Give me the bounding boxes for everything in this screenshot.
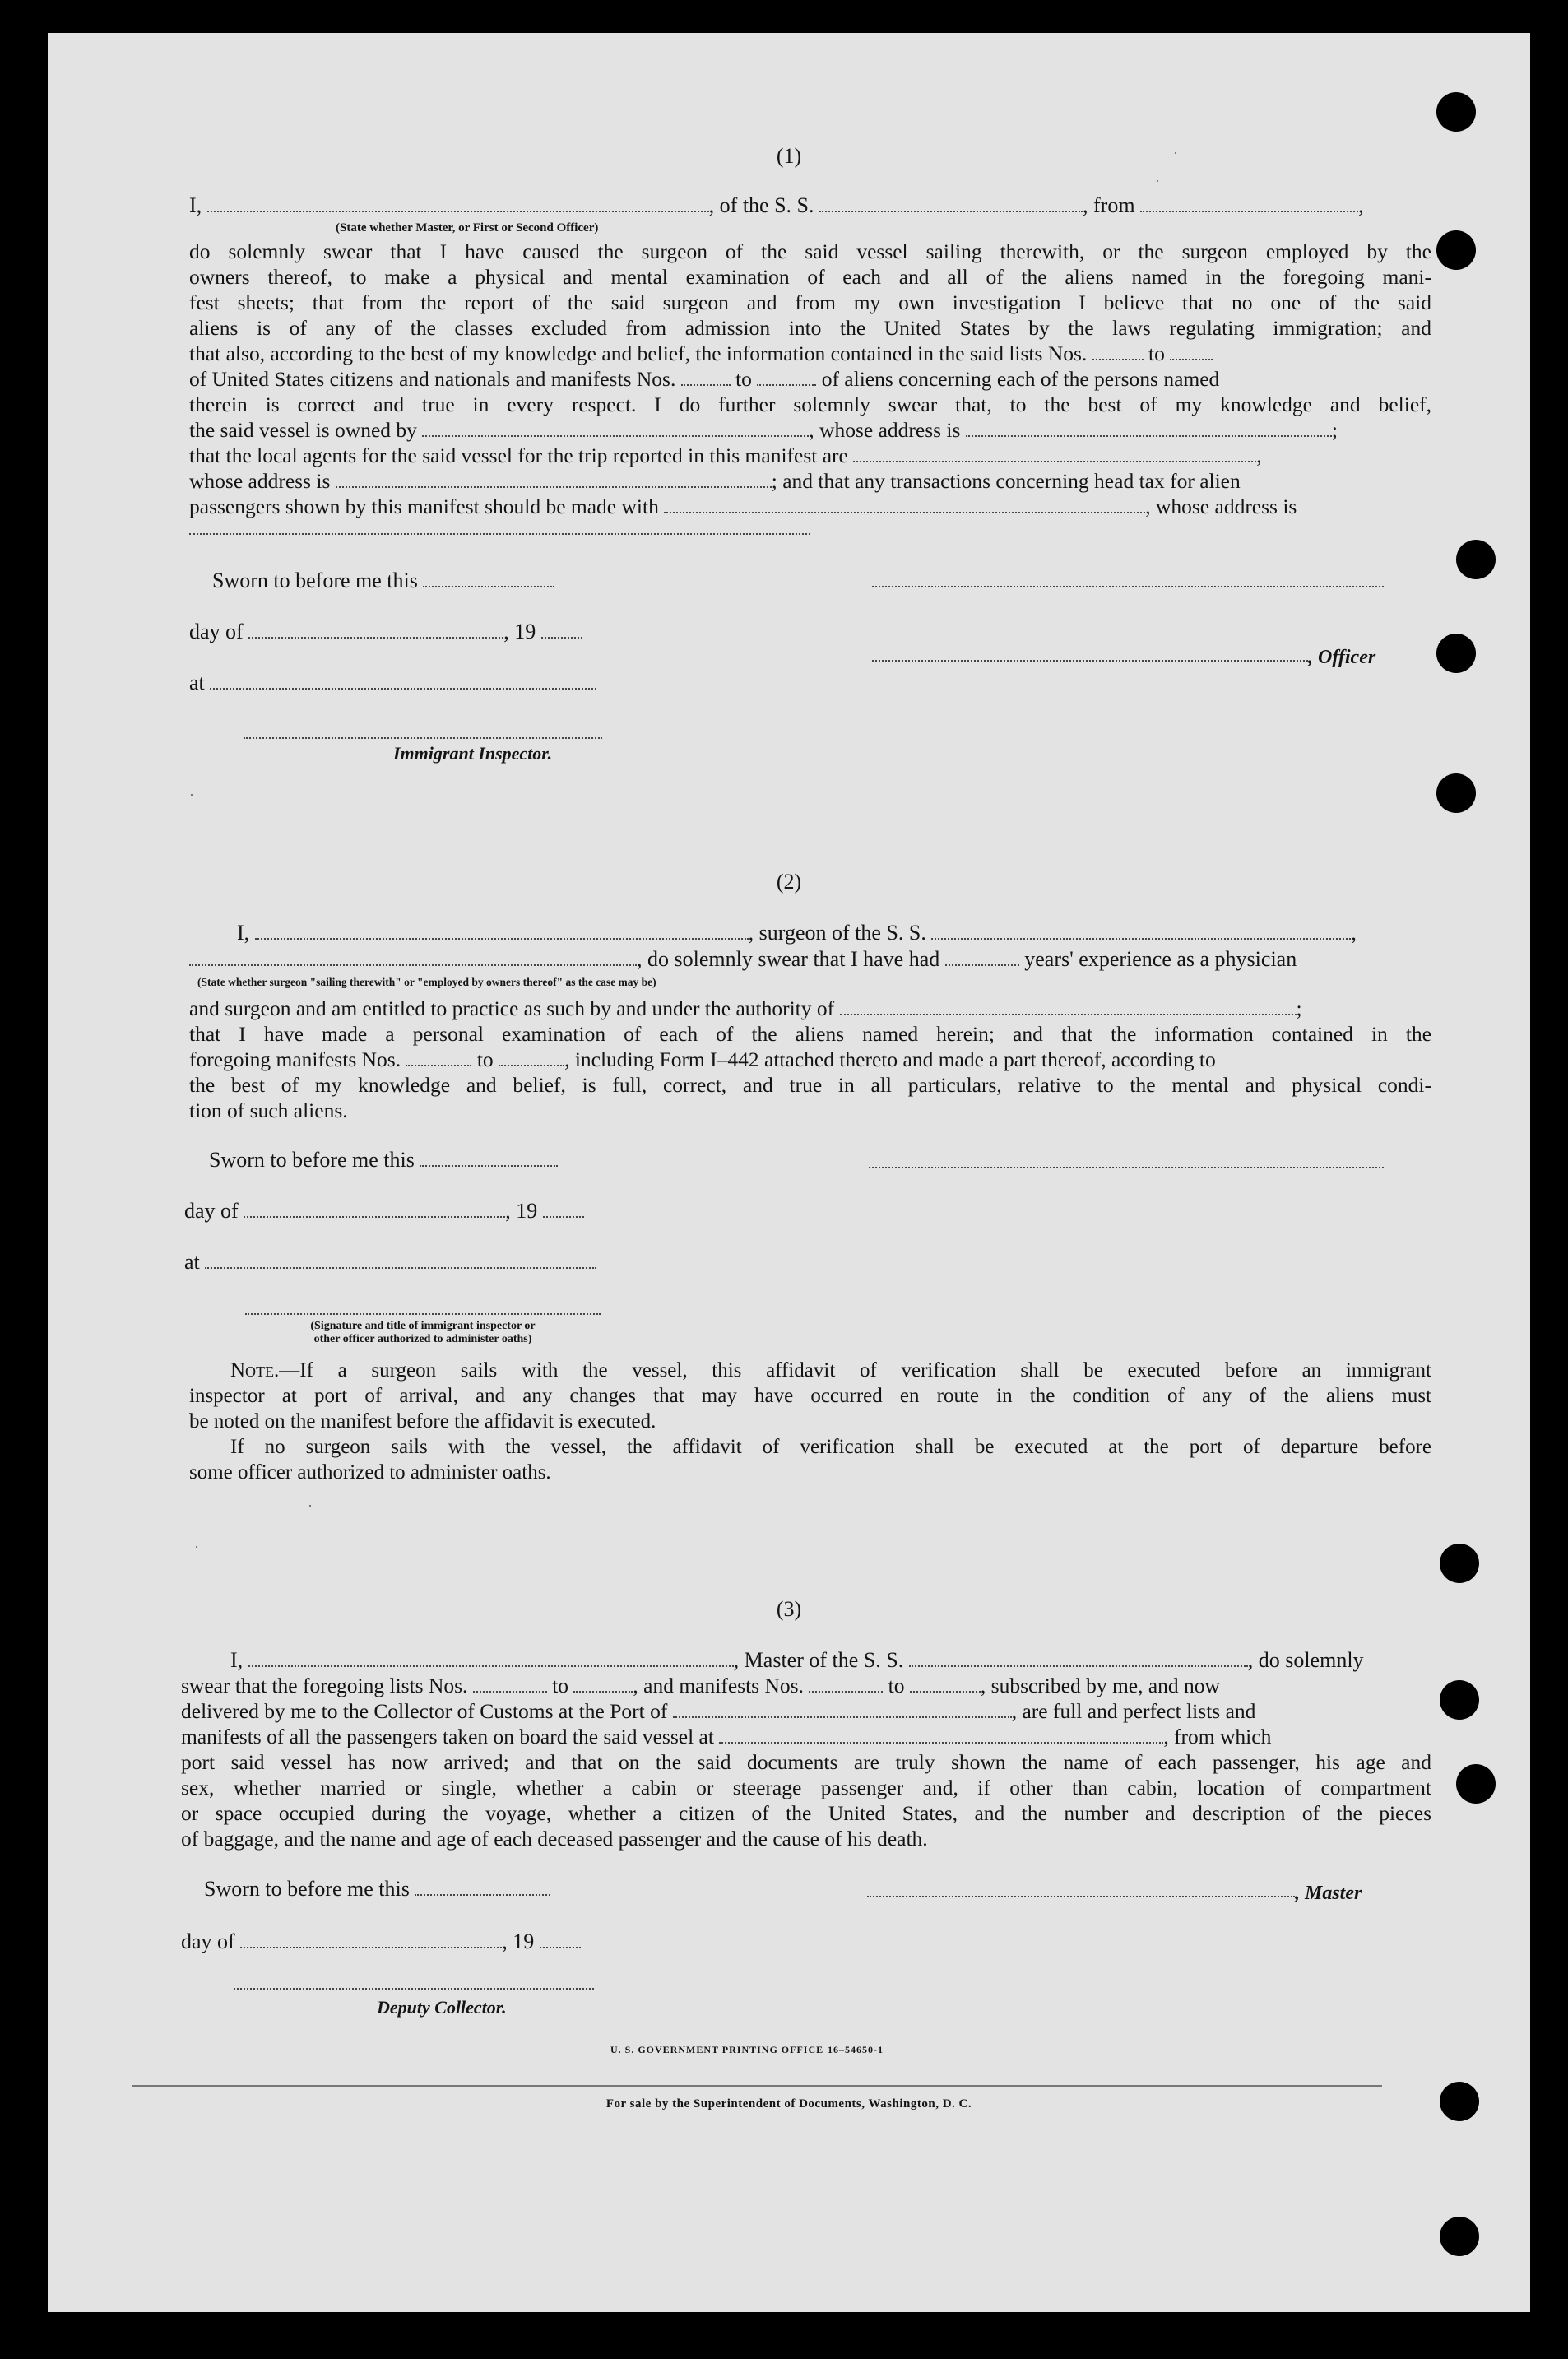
- binder-hole: [1440, 2217, 1479, 2256]
- surgeon-name-line: I, , surgeon of the S. S. ,: [237, 921, 1357, 945]
- manifest-affidavit-page: [48, 33, 1530, 2312]
- master-label: , Master: [1295, 1883, 1362, 1904]
- sec1-line-4: aliens is of any of the classes excluded from admission into the United States by the laws regulating immigration; and: [189, 316, 1431, 340]
- sec1-line-1: do solemnly swear that I have caused the surgeon of the said vessel sailing therewith, or the surgeon employed by the: [189, 239, 1431, 263]
- sec1-line-9: that the local agents for the said vessel for the trip reported in this manifest are ,: [189, 443, 1262, 467]
- sec2-inspector-signature-field[interactable]: [245, 1313, 601, 1315]
- sec1-line-8: the said vessel is owned by , whose address is ;: [189, 418, 1338, 442]
- sec1-at-line: at: [189, 670, 596, 695]
- note-line-3: be noted on the manifest before the affidavit is executed.: [189, 1410, 656, 1433]
- sec3-line-6: or space occupied during the voyage, whether a citizen of the United States, and the number and description of the pieces: [181, 1801, 1431, 1825]
- deputy-collector-signature-field[interactable]: [234, 1988, 594, 1990]
- speck: ·: [1155, 173, 1160, 189]
- surgeon-name-field[interactable]: [255, 923, 749, 940]
- sec3-line-3: manifests of all the passengers taken on board the said vessel at , from which: [181, 1725, 1272, 1748]
- manifests-from-field[interactable]: [681, 369, 731, 386]
- sec2-line-3: foregoing manifests Nos. to , including Form I–442 attached thereto and made a part thereof, according to: [189, 1047, 1216, 1071]
- sale-notice: For sale by the Superintendent of Documents, Washington, D. C.: [605, 2097, 972, 2111]
- binder-hole: [1456, 540, 1496, 579]
- note-line-2: inspector at port of arrival, and any changes that may have occurred en route in the condition of any of the aliens must: [189, 1385, 1431, 1407]
- sec1-line-7: therein is correct and true in every respect. I do further solemnly swear that, to the best of my knowledge and belief,: [189, 392, 1431, 416]
- master-name-line: I, , Master of the S. S. , do solemnly: [230, 1648, 1364, 1672]
- sec2-month-field[interactable]: [244, 1201, 505, 1218]
- binder-hole: [1436, 92, 1476, 132]
- sec2-manifests-to-field[interactable]: [499, 1050, 564, 1066]
- sec2-line-5: tion of such aliens.: [189, 1098, 348, 1122]
- from-port-field[interactable]: [1140, 196, 1358, 212]
- vessel-name-field[interactable]: [819, 196, 1083, 212]
- master-name-field[interactable]: [248, 1651, 734, 1667]
- head-tax-contact-field[interactable]: [664, 497, 1145, 513]
- officer-title-note: (State whether Master, or First or Second Officer): [336, 221, 599, 235]
- sec2-sworn-day-field[interactable]: [420, 1150, 558, 1167]
- sec3-sworn-day-field[interactable]: [415, 1879, 550, 1896]
- agents-address-field[interactable]: [336, 471, 772, 488]
- signature-title-note: (Signature and title of immigrant inspector or other officer authorized to administer oaths): [310, 1320, 536, 1345]
- sec3-manifests-from-field[interactable]: [809, 1676, 883, 1693]
- sec3-day-of-line: day of , 19: [181, 1929, 581, 1954]
- sec3-line-2: delivered by me to the Collector of Customs at the Port of , are full and perfect lists and: [181, 1699, 1256, 1723]
- sec1-line-11: passengers shown by this manifest should be made with , whose address is: [189, 495, 1297, 518]
- sec3-lists-from-field[interactable]: [473, 1676, 547, 1693]
- sec1-officer-signature-field[interactable]: [872, 660, 1308, 662]
- gpo-imprint: U. S. GOVERNMENT PRINTING OFFICE: [610, 2044, 824, 2055]
- master-signature-field[interactable]: [867, 1896, 1295, 1897]
- master-vessel-field[interactable]: [909, 1651, 1248, 1667]
- sec1-line-2: owners thereof, to make a physical and mental examination of each and all of the aliens named in the foregoing mani-: [189, 265, 1431, 289]
- inspector-signature-field[interactable]: [244, 737, 602, 739]
- sec1-sworn-day-field[interactable]: [423, 571, 554, 587]
- note-line-5: some officer authorized to administer oaths.: [189, 1461, 551, 1484]
- sec1-year-field[interactable]: [541, 622, 582, 639]
- surgeon-experience-line: , do solemnly swear that I have had years' experience as a physician: [189, 946, 1297, 972]
- speck: ·: [308, 1498, 313, 1514]
- binder-hole: [1440, 2082, 1479, 2121]
- sec2-line-1: and surgeon and am entitled to practice as such by and under the authority of ;: [189, 996, 1302, 1020]
- collector-port-field[interactable]: [673, 1702, 1012, 1718]
- years-experience-field[interactable]: [945, 950, 1019, 966]
- sec1-place-field[interactable]: [210, 673, 596, 690]
- sec3-year-field[interactable]: [540, 1932, 581, 1948]
- sec2-manifests-from-field[interactable]: [406, 1050, 471, 1066]
- binder-hole: [1440, 1544, 1479, 1583]
- sec1-line-5: that also, according to the best of my knowledge and belief, the information contained in the said lists Nos. to: [189, 341, 1213, 366]
- note-line-1: Note.—If a surgeon sails with the vessel, this affidavit of verification shall be executed before an immigrant: [230, 1359, 1431, 1382]
- sec3-line-1: swear that the foregoing lists Nos. to , and manifests Nos. to , subscribed by me, and now: [181, 1674, 1220, 1697]
- lists-to-field[interactable]: [1170, 344, 1213, 360]
- sec3-manifests-to-field[interactable]: [910, 1676, 981, 1693]
- sec3-sworn-line: Sworn to before me this: [204, 1876, 550, 1902]
- sec3-lists-to-field[interactable]: [573, 1676, 633, 1693]
- speck: ·: [1173, 145, 1178, 161]
- sec2-line-4: the best of my knowledge and belief, is full, correct, and true in all particulars, relative to the mental and physical condi-: [189, 1073, 1431, 1097]
- immigrant-inspector-label: Immigrant Inspector.: [393, 743, 553, 764]
- binder-hole: [1436, 634, 1476, 673]
- deputy-collector-label: Deputy Collector.: [377, 1997, 507, 2018]
- sec1-day-of-line: day of , 19: [189, 619, 582, 644]
- sec2-at-line: at: [184, 1249, 596, 1275]
- sec3-line-4: port said vessel has now arrived; and that on the said documents are truly shown the name of each passenger, his age and: [181, 1750, 1431, 1774]
- sec2-place-field[interactable]: [205, 1252, 596, 1269]
- surgeon-status-field[interactable]: [189, 950, 637, 966]
- speck: ·: [189, 787, 194, 803]
- sec2-sworn-line: Sworn to before me this: [209, 1147, 558, 1173]
- sec3-month-field[interactable]: [240, 1932, 502, 1948]
- sec1-line-6: of United States citizens and nationals and manifests Nos. to of aliens concerning each of the persons named: [189, 367, 1220, 391]
- speck: ·: [194, 1539, 199, 1555]
- owner-address-field[interactable]: [966, 420, 1332, 437]
- sec1-line-3: fest sheets; that from the report of the said surgeon and from my own investigation I believe that no one of the said: [189, 290, 1431, 314]
- binder-hole: [1456, 1764, 1496, 1804]
- local-agents-field[interactable]: [853, 446, 1256, 462]
- form-number: 16–54650-1: [828, 2044, 884, 2055]
- manifests-to-field[interactable]: [757, 369, 816, 386]
- head-tax-address-field[interactable]: [189, 533, 810, 535]
- surgeon-signature-field[interactable]: [869, 1167, 1384, 1168]
- binder-hole: [1440, 1680, 1479, 1720]
- section-3-number: (3): [776, 1597, 802, 1621]
- lists-from-field[interactable]: [1092, 344, 1144, 360]
- sec2-day-of-line: day of , 19: [184, 1198, 584, 1224]
- sec2-line-2: that I have made a personal examination of each of the aliens named herein; and that the information contained in the: [189, 1022, 1431, 1046]
- sec2-year-field[interactable]: [543, 1201, 584, 1218]
- officer-name-field[interactable]: [207, 196, 709, 212]
- sec1-signature-field[interactable]: [872, 586, 1384, 587]
- sec3-line-5: sex, whether married or single, whether a cabin or steerage passenger and, if other than cabin, location of compartment: [181, 1776, 1431, 1799]
- sec1-month-field[interactable]: [248, 622, 503, 639]
- officer-label: , Officer: [1308, 647, 1376, 668]
- binder-hole: [1436, 230, 1476, 270]
- section-1-number: (1): [776, 144, 802, 168]
- sec1-sworn-line: Sworn to before me this: [212, 568, 554, 593]
- surgeon-status-note: (State whether surgeon "sailing therewith" or "employed by owners thereof" as the case may be): [197, 976, 656, 988]
- owner-field[interactable]: [422, 420, 809, 437]
- section-2-number: (2): [776, 870, 802, 894]
- sec3-line-7: of baggage, and the name and age of each deceased passenger and the cause of his death.: [181, 1827, 928, 1851]
- note-line-4: If no surgeon sails with the vessel, the affidavit of verification shall be executed at the port of departure before: [230, 1436, 1431, 1458]
- boarding-port-field[interactable]: [719, 1727, 1163, 1744]
- officer-name-line: I, , of the S. S. , from ,: [189, 193, 1364, 217]
- footer-rule: [132, 2085, 1382, 2087]
- binder-hole: [1436, 773, 1476, 813]
- sec1-line-10: whose address is ; and that any transactions concerning head tax for alien: [189, 469, 1241, 493]
- authority-field[interactable]: [840, 999, 1297, 1015]
- surgeon-vessel-field[interactable]: [931, 923, 1351, 940]
